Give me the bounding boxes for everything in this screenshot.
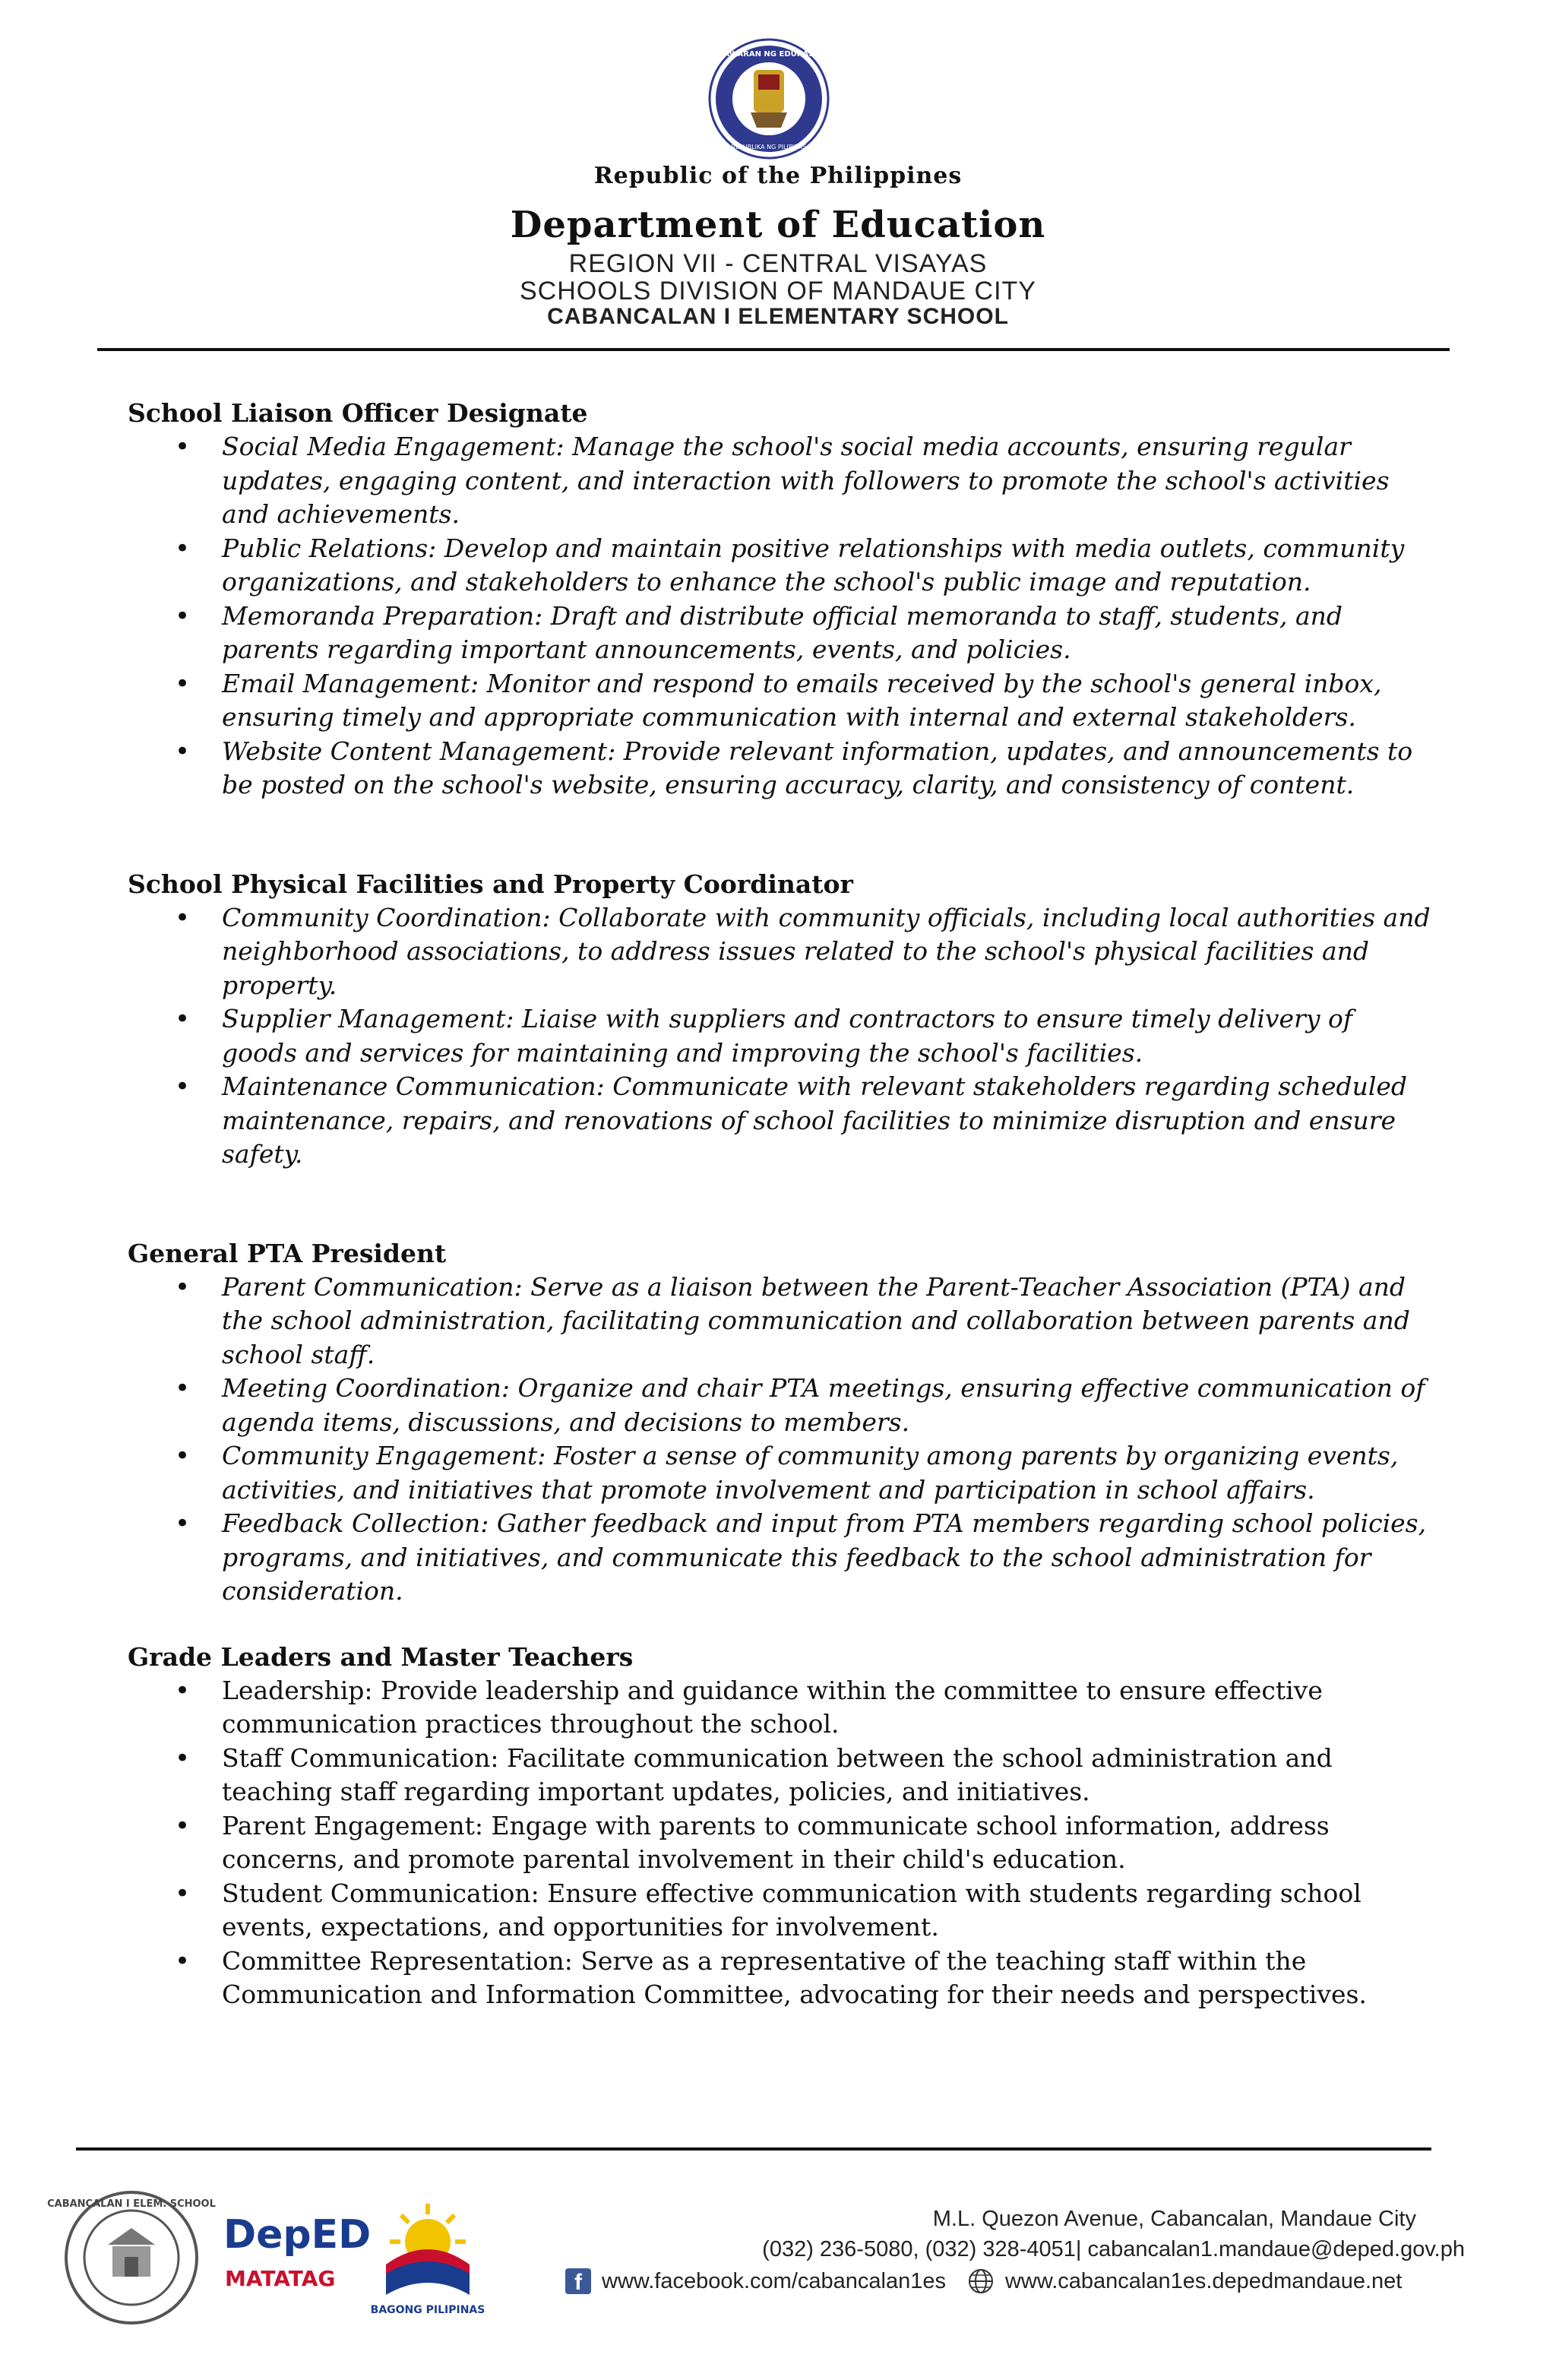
header-divider bbox=[97, 348, 1450, 351]
section-spacer bbox=[128, 1609, 1434, 1641]
deped-seal-logo bbox=[705, 38, 833, 160]
facebook-link[interactable]: www.facebook.com/cabancalan1es bbox=[602, 2268, 946, 2293]
region-heading: REGION VII - CENTRAL VISAYAS bbox=[568, 249, 988, 278]
list-item: • Staff Communication: Facilitate communication between the school administration and teaching staff regarding important updates, policies, and initiatives. bbox=[128, 1742, 1434, 1809]
deped-logo-text: DepED bbox=[223, 2212, 372, 2258]
list-item: • Maintenance Communication: Communicate with relevant stakeholders regarding scheduled maintenance, repairs, and renovations of school facilities to minimize disruption and ensure safety. bbox=[128, 1070, 1434, 1172]
document-body bbox=[128, 397, 1434, 2012]
footer-web-links bbox=[565, 2268, 1402, 2295]
section-title: Grade Leaders and Master Teachers bbox=[128, 1641, 634, 1672]
list-item: • Committee Representation: Serve as a representative of the teaching staff within the Communication and Information Committee, advocating for their needs and perspectives. bbox=[128, 1945, 1434, 2012]
website-link[interactable]: www.cabancalan1es.depedmandaue.net bbox=[1004, 2268, 1403, 2293]
facebook-icon: f bbox=[565, 2268, 591, 2294]
school-logo bbox=[47, 2190, 216, 2325]
list-item: • Meeting Coordination: Organize and chair PTA meetings, ensuring effective communication of agenda items, discussions, and decisions to members. bbox=[128, 1372, 1434, 1439]
bagong-pilipinas-logo bbox=[363, 2189, 492, 2318]
section-physical-facilities-coordinator bbox=[128, 868, 1434, 1172]
school-logo-text: CABANCALAN I ELEM. SCHOOL bbox=[47, 2198, 216, 2210]
list-item: • Leadership: Provide leadership and guidance within the committee to ensure effective communication practices throughout the school. bbox=[128, 1674, 1434, 1742]
list-item: • Community Coordination: Collaborate with community officials, including local authorities and neighborhood associations, to address issues related to the school's physical facilities and property. bbox=[128, 901, 1434, 1003]
section-grade-leaders bbox=[128, 1641, 1434, 2012]
division-heading: SCHOOLS DIVISION OF MANDAUE CITY bbox=[520, 277, 1036, 305]
list-item: • Feedback Collection: Gather feedback and input from PTA members regarding school policies, programs, and initiatives, and communicate this feedback to the school administration for consideration. bbox=[128, 1507, 1434, 1609]
list-item: • Supplier Management: Liaise with suppliers and contractors to ensure timely delivery of goods and services for maintaining and improving the school's facilities. bbox=[128, 1002, 1434, 1070]
bagong-logo-text: BAGONG PILIPINAS bbox=[370, 2304, 485, 2316]
seal-text-top: KAGAWARAN NG EDUKASYON bbox=[705, 50, 833, 59]
list-item: • Parent Communication: Serve as a liaison between the Parent-Teacher Association (PTA) and the school administration, facilitating communication and collaboration between parents and school staff. bbox=[128, 1271, 1434, 1372]
section-title: School Physical Facilities and Property Coordinator bbox=[128, 869, 853, 899]
section-general-pta-president bbox=[128, 1237, 1434, 1609]
list-item: • Student Communication: Ensure effective communication with students regarding school events, expectations, and opportunities for involvement. bbox=[128, 1877, 1434, 1945]
section-school-liaison-officer bbox=[128, 397, 1434, 802]
duty-list bbox=[128, 901, 1434, 1172]
matatag-logo-text: MATATAG bbox=[225, 2266, 336, 2291]
list-item: • Memoranda Preparation: Draft and distribute official memoranda to staff, students, and parents regarding important announcements, events, and policies. bbox=[128, 600, 1434, 667]
footer-divider bbox=[76, 2147, 1431, 2151]
section-title: School Liaison Officer Designate bbox=[128, 398, 588, 428]
section-spacer bbox=[128, 1172, 1434, 1237]
list-item: • Social Media Engagement: Manage the school's social media accounts, ensuring regular updates, engaging content, and interaction with followers to promote the school's activities and achievements. bbox=[128, 430, 1434, 532]
duty-list bbox=[128, 430, 1434, 802]
section-spacer bbox=[128, 802, 1434, 868]
deped-matatag-logo bbox=[220, 2201, 372, 2315]
section-title: General PTA President bbox=[128, 1238, 447, 1268]
duty-list bbox=[128, 1674, 1434, 2012]
list-item: • Website Content Management: Provide relevant information, updates, and announcements to be posted on the school's website, ensuring accuracy, clarity, and consistency of content. bbox=[128, 735, 1434, 802]
republic-heading: Republic of the Philippines bbox=[593, 163, 963, 189]
footer-phone-email: (032) 236-5080, (032) 328-4051| cabancalan1.mandaue@deped.gov.ph bbox=[762, 2237, 1465, 2261]
list-item: • Parent Engagement: Engage with parents to communicate school information, address concerns, and promote parental involvement in their child's education. bbox=[128, 1809, 1434, 1877]
school-heading: CABANCALAN I ELEMENTARY SCHOOL bbox=[547, 304, 1009, 329]
list-item: • Public Relations: Develop and maintain positive relationships with media outlets, community organizations, and stakeholders to enhance the school's public image and reputation. bbox=[128, 532, 1434, 600]
globe-icon bbox=[967, 2268, 995, 2295]
department-heading: Department of Education bbox=[510, 204, 1046, 246]
list-item: • Community Engagement: Foster a sense of community among parents by organizing events, activities, and initiatives that promote involvement and participation in school affairs. bbox=[128, 1439, 1434, 1507]
duty-list bbox=[128, 1271, 1434, 1609]
footer-address: M.L. Quezon Avenue, Cabancalan, Mandaue City bbox=[932, 2207, 1416, 2231]
list-item: • Email Management: Monitor and respond to emails received by the school's general inbox, ensuring timely and appropriate communication with internal and external stakeholders. bbox=[128, 667, 1434, 735]
seal-text-bottom: REPUBLIKA NG PILIPINAS bbox=[731, 144, 807, 150]
